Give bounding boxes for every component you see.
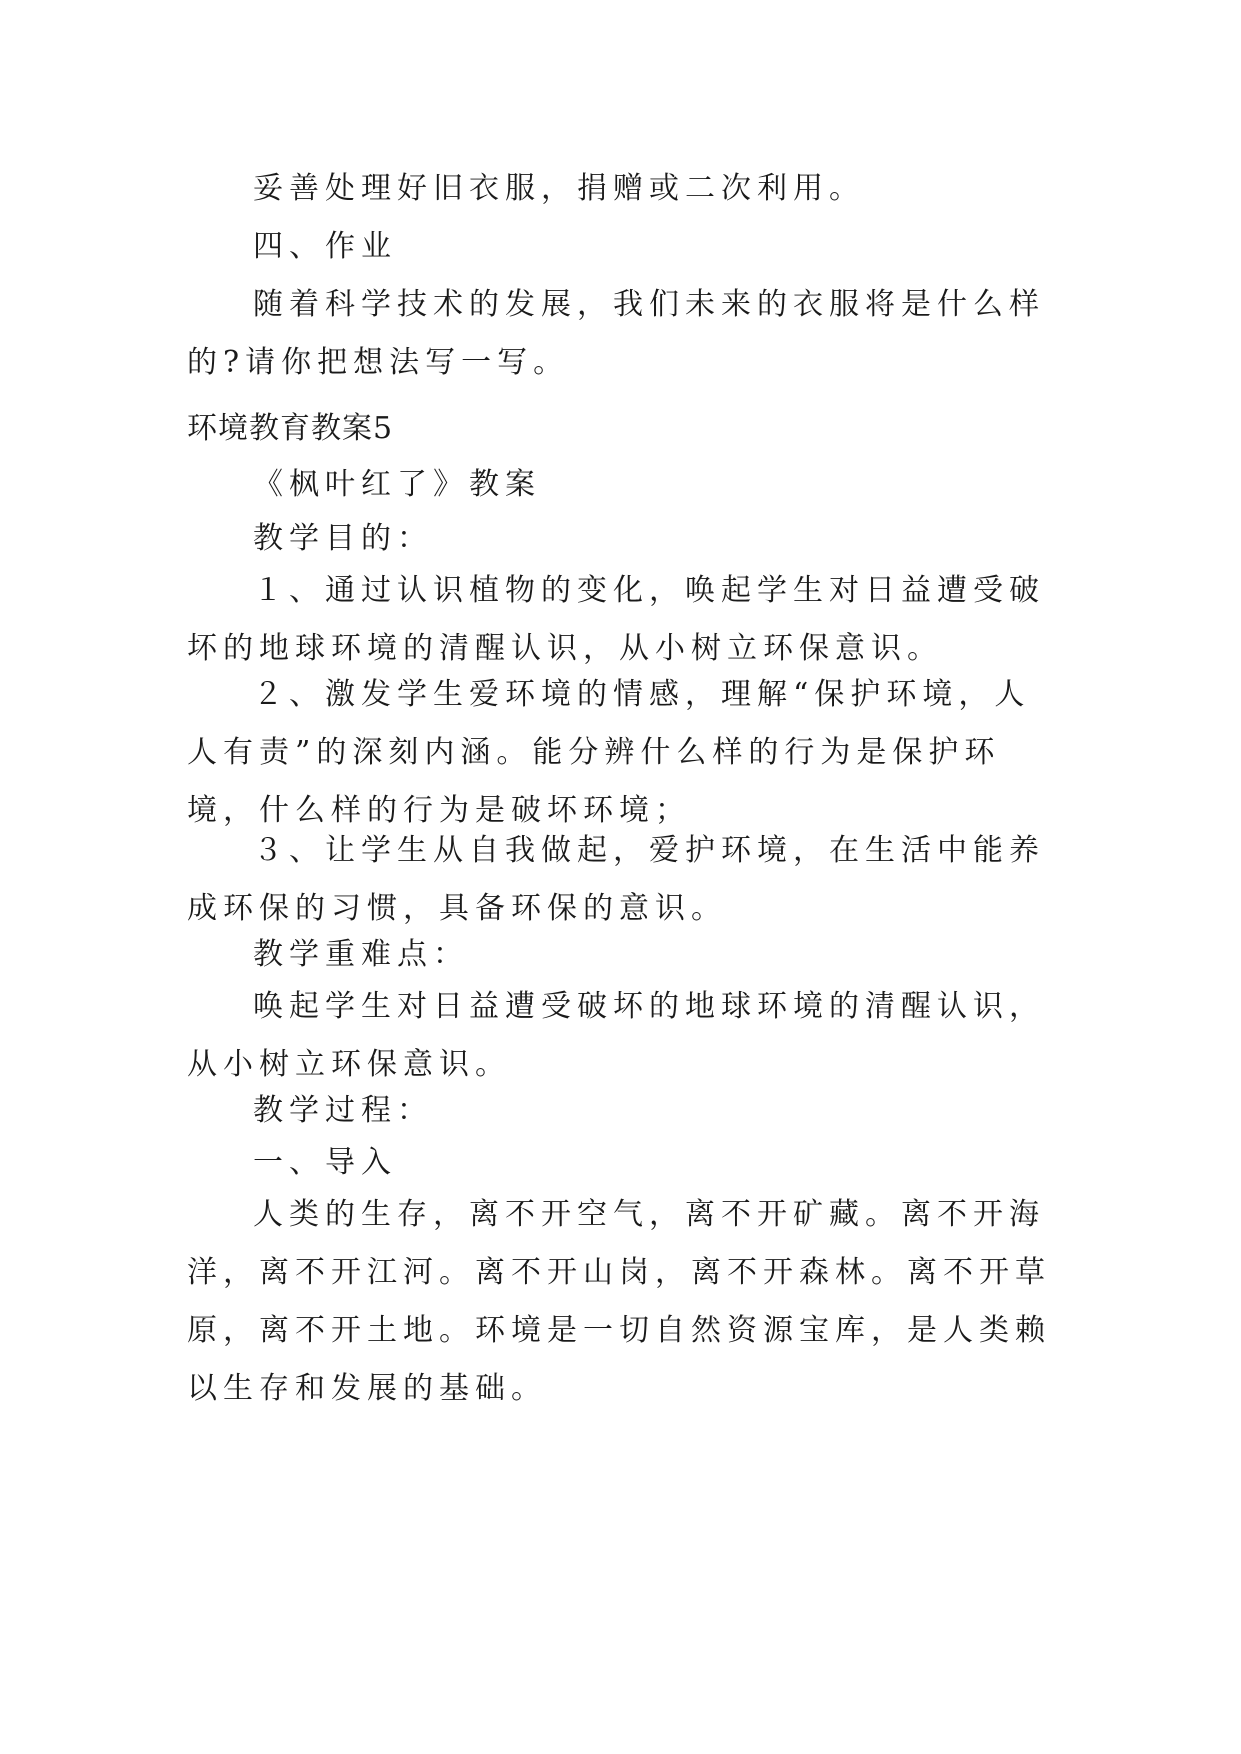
key-points-heading: 教学重难点：	[253, 937, 469, 972]
lesson-subtitle: 《枫叶红了》教案	[253, 467, 541, 502]
lesson-plan-title: 环境教育教案5	[187, 411, 394, 446]
teaching-objectives-heading: 教学目的：	[253, 521, 433, 556]
objective-3: ３、让学生从自我做起，爱护环境，在生活中能养成环保的习惯，具备环保的意识。	[187, 833, 1045, 926]
teaching-process-heading: 教学过程：	[253, 1093, 433, 1128]
key-points-text: 唤起学生对日益遭受破坏的地球环境的清醒认识，从小树立环保意识。	[187, 989, 1045, 1082]
paragraph-dispose-clothes: 妥善处理好旧衣服，捐赠或二次利用。	[253, 171, 865, 206]
objective-2: ２、激发学生爱环境的情感，理解“保护环境，人人有责”的深刻内涵。能分辨什么样的行为是保护环境，什么样的行为是破坏环境；	[187, 677, 1031, 828]
section-homework-heading: 四、作业	[253, 229, 397, 264]
paragraph-homework: 随着科学技术的发展，我们未来的衣服将是什么样的?请你把想法写一写。	[187, 287, 1045, 380]
objective-1: １、通过认识植物的变化，唤起学生对日益遭受破坏的地球环境的清醒认识，从小树立环保意识。	[187, 573, 1045, 666]
introduction-heading: 一、导入	[253, 1145, 397, 1180]
introduction-paragraph: 人类的生存，离不开空气，离不开矿藏。离不开海洋，离不开江河。离不开山岗，离不开森林。离不开草原，离不开土地。环境是一切自然资源宝库，是人类赖以生存和发展的基础。	[187, 1197, 1051, 1406]
